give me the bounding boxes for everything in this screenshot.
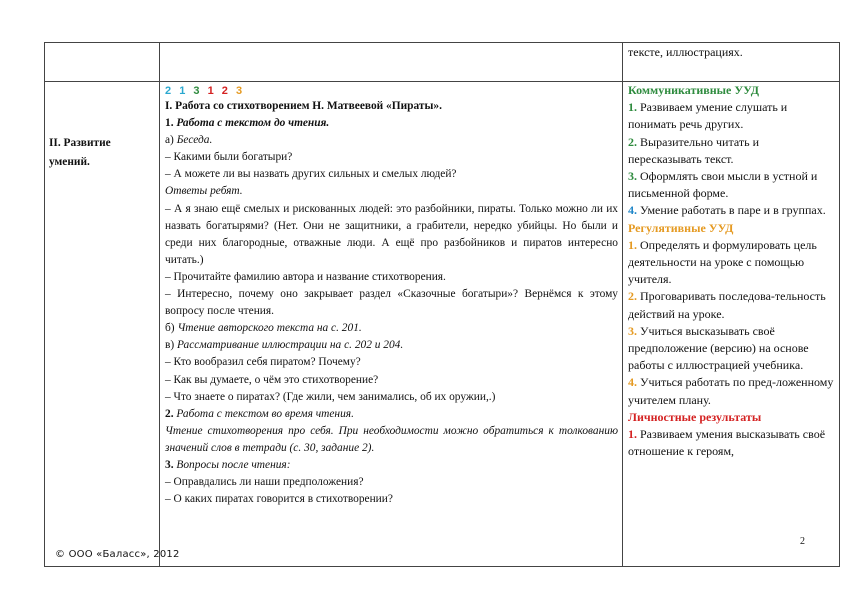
uud-item: [628, 374, 835, 408]
item-number: 3.: [628, 323, 637, 338]
number-mark: 1: [179, 85, 186, 97]
item-number: 2.: [628, 289, 637, 304]
uud-item-text: Умение работать в паре и в группах.: [640, 203, 826, 218]
text-line: – Какими были богатыри?: [165, 151, 293, 164]
item-number: 2.: [165, 407, 174, 420]
uud-item-text: Проговаривать последова-тельность действий на уроке.: [628, 289, 826, 321]
uud-item: [628, 134, 835, 168]
item-number: 3.: [628, 169, 637, 184]
level-number-marks: [165, 84, 618, 98]
text-line: – А можете ли вы назвать других сильных и смелых людей?: [165, 168, 457, 181]
stage-label-line2: умений.: [49, 156, 90, 168]
stage-cell: [45, 82, 160, 567]
uud-item: [628, 288, 835, 322]
number-mark: 3: [235, 85, 243, 97]
uud-cell: [623, 82, 840, 567]
item-number: 1.: [628, 100, 637, 115]
text-line: – Как вы думаете, о чём это стихотворение?: [165, 373, 379, 386]
text-line: [165, 406, 618, 423]
uud-cell-top: [623, 43, 840, 82]
item-number: 4.: [628, 375, 637, 390]
text-paragraph: – А я знаю ещё смелых и рискованных людей: это разбойники, пираты. Только можно ли их назвать богатырями? (Нет. Они не защитники, а грабители, нередко убийцы. Но были и среди них благородные, отважные люди. А ещё про разбойников и пиратов интересно читать.): [165, 202, 618, 266]
uud-item-text: Учиться высказывать своё предположение (версию) на основе работы с иллюстрацией учебника.: [628, 323, 809, 373]
item-title: Работа с текстом до чтения.: [176, 117, 330, 130]
uud-section-communicative: Коммуникативные УУД: [628, 83, 760, 97]
lesson-table: [44, 42, 840, 567]
text-line: Ответы ребят.: [165, 185, 243, 198]
page-number: 2: [800, 536, 805, 547]
section-heading: I. Работа со стихотворением Н. Матвеевой «Пираты».: [165, 100, 442, 112]
uud-section-personal: Личностные результаты: [628, 409, 762, 424]
item-title: Рассматривание иллюстрации на с. 202 и 204.: [177, 339, 404, 352]
text-line: [165, 132, 618, 149]
content-cell: [160, 82, 623, 567]
table-row: [45, 82, 840, 567]
item-title: Вопросы после чтения:: [176, 458, 291, 471]
text-line: – Прочитайте фамилию автора и название стихотворения.: [165, 270, 446, 283]
item-number: 1.: [628, 427, 637, 442]
text-line: [165, 457, 618, 474]
item-number: 4.: [628, 203, 637, 218]
item-number: 2.: [628, 134, 637, 149]
number-mark: 2: [165, 85, 172, 97]
text-line: – Что знаете о пиратах? (Где жили, чем занимались, об их оружии,.): [165, 390, 496, 403]
number-mark: 1: [207, 85, 214, 97]
text-line: [165, 337, 618, 354]
number-mark: 2: [221, 85, 228, 97]
content-cell-top: [160, 43, 623, 82]
item-number: а): [165, 134, 174, 147]
uud-item-text: Выразительно читать и пересказывать текст.: [628, 134, 760, 166]
uud-item: [628, 202, 835, 219]
stage-label-line1: II. Развитие: [49, 137, 111, 149]
item-number: 1.: [628, 237, 637, 252]
item-title: Работа с текстом во время чтения.: [176, 407, 354, 420]
number-mark: 3: [193, 85, 200, 97]
table-row: [45, 43, 840, 82]
text-paragraph: – Интересно, почему оно закрывает раздел «Сказочные богатыри»? Вернёмся к этому вопросу после чтения.: [165, 288, 618, 318]
uud-item-text: Определять и формулировать цель деятельности на уроке с помощью учителя.: [628, 237, 817, 287]
uud-item-text: Развиваем умения высказывать своё отношение к героям,: [628, 427, 826, 459]
text-line: – О каких пиратах говорится в стихотворении?: [165, 493, 393, 506]
item-title: Беседа.: [176, 134, 213, 147]
uud-item-text: Оформлять свои мысли в устной и письменной форме.: [628, 169, 818, 201]
uud-item-text: Развиваем умение слушать и понимать речь других.: [628, 100, 788, 132]
uud-item: [628, 99, 835, 133]
item-number: 1.: [165, 117, 174, 130]
uud-item: [628, 426, 835, 460]
stage-cell-top: [45, 43, 160, 82]
text-line: – Оправдались ли наши предположения?: [165, 476, 364, 489]
item-number: б): [165, 322, 175, 335]
item-number: 3.: [165, 458, 174, 471]
text-paragraph: Чтение стихотворения про себя. При необходимости можно обратиться к толкованию значений слов в тетради (с. 30, задание 2).: [165, 424, 618, 454]
item-number: в): [165, 339, 175, 352]
item-title: Чтение авторского текста на с. 201.: [177, 322, 362, 335]
text-line: – Кто вообразил себя пиратом? Почему?: [165, 356, 361, 369]
uud-item: [628, 237, 835, 289]
uud-section-regulative: Регулятивные УУД: [628, 220, 734, 235]
text-line: [165, 115, 618, 132]
uud-item: [628, 323, 835, 375]
uud-item: [628, 168, 835, 202]
uud-item-text: Учиться работать по пред-ложенному учителем плану.: [628, 375, 834, 407]
text-line: [165, 320, 618, 337]
copyright-notice: © ООО «Баласс», 2012: [55, 549, 180, 560]
uud-continuation-text: тексте, иллюстрациях.: [628, 45, 743, 59]
